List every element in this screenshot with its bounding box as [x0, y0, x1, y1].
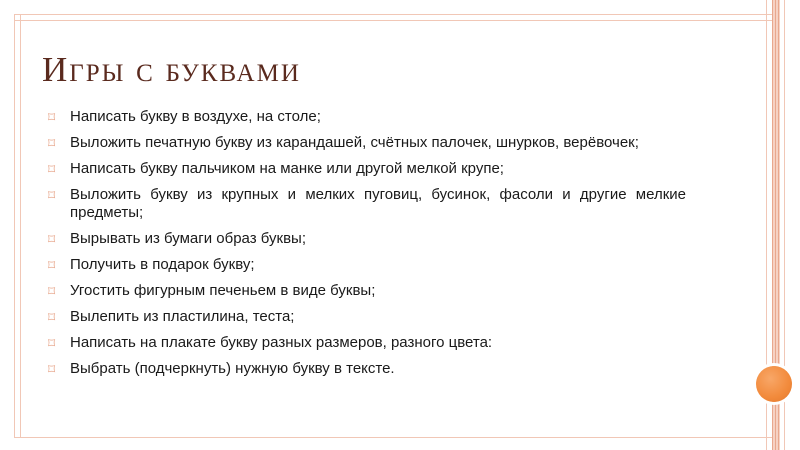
list-item [48, 308, 686, 326]
list-item [48, 256, 686, 274]
list-item [48, 186, 686, 222]
bullet-icon: ⌑ [48, 109, 56, 125]
list-item-text: Выложить печатную букву из карандашей, счётных палочек, шнурков, верёвочек; [70, 134, 639, 151]
bullet-list [48, 108, 686, 386]
bullet-icon: ⌑ [48, 283, 56, 299]
list-item [48, 334, 686, 352]
list-item [48, 134, 686, 152]
list-item-text: Написать букву в воздухе, на столе; [70, 108, 321, 125]
list-item [48, 160, 686, 178]
border-line [14, 14, 774, 15]
bullet-icon: ⌑ [48, 257, 56, 273]
list-item-text: Написать на плакате букву разных размеров, разного цвета: [70, 334, 493, 351]
border-line [14, 20, 774, 21]
border-line [20, 14, 21, 438]
list-item-text: Выбрать (подчеркнуть) нужную букву в тексте. [70, 360, 395, 377]
list-item [48, 282, 686, 300]
border-line [14, 14, 15, 438]
bullet-icon: ⌑ [48, 335, 56, 351]
list-item [48, 360, 686, 378]
bullet-icon: ⌑ [48, 361, 56, 377]
list-item [48, 230, 686, 248]
bullet-icon: ⌑ [48, 161, 56, 177]
decorative-circle [756, 366, 792, 402]
list-item-text: Выложить букву из крупных и мелких пуговиц, бусинок, фасоли и другие мелкие предметы; [70, 186, 686, 221]
list-item-text: Вырывать из бумаги образ буквы; [70, 230, 307, 247]
bullet-icon: ⌑ [48, 135, 56, 151]
bullet-icon: ⌑ [48, 231, 56, 247]
slide-title: Игры с буквами [42, 50, 301, 89]
border-line [14, 437, 774, 438]
list-item-text: Угостить фигурным печеньем в виде буквы; [70, 282, 376, 299]
list-item-text: Вылепить из пластилина, теста; [70, 308, 295, 325]
list-item [48, 108, 686, 126]
list-item-text: Получить в подарок букву; [70, 256, 255, 273]
bullet-icon: ⌑ [48, 309, 56, 325]
list-item-text: Написать букву пальчиком на манке или другой мелкой крупе; [70, 160, 504, 177]
bullet-icon: ⌑ [48, 187, 56, 203]
